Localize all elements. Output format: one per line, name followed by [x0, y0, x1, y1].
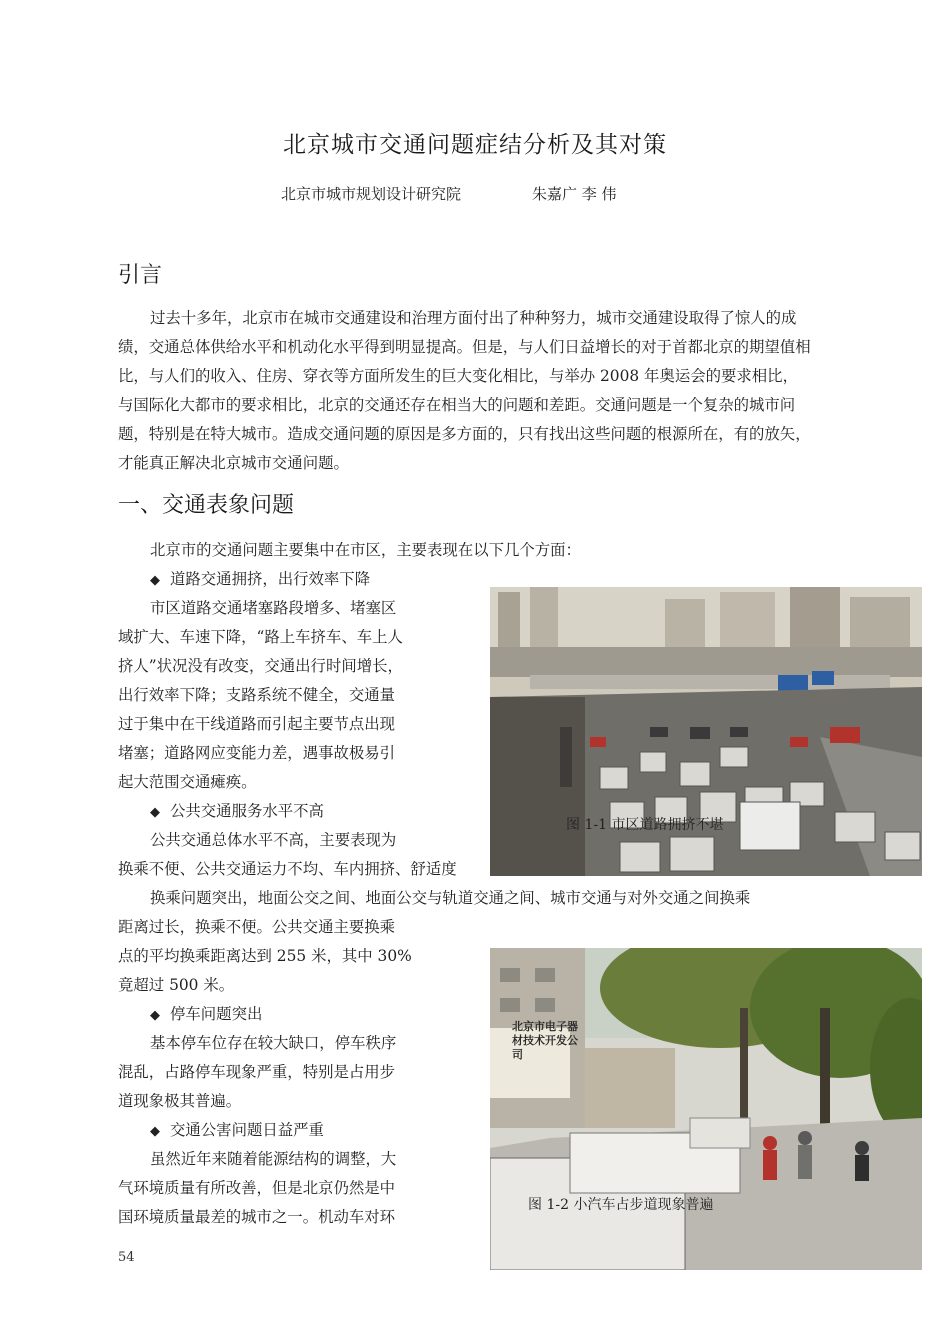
diamond-bullet-icon: ◆ — [150, 805, 160, 820]
section-one-lead: 北京市的交通问题主要集中在市区，主要表现在以下几个方面： — [150, 541, 581, 559]
bullet-title: 交通公害问题日益严重 — [170, 1121, 324, 1139]
diamond-bullet-icon: ◆ — [150, 1008, 160, 1023]
bullet-pollution — [150, 1116, 324, 1146]
heading-section-one: 一、交通表象问题 — [118, 493, 295, 518]
body-line: 过于集中在干线道路而引起主要节点出现 — [118, 715, 396, 733]
figure-1-1-caption: 图 1-1 市区道路拥挤不堪 — [566, 817, 724, 833]
body-line: 域扩大、车速下降，“路上车挤车、车上人 — [118, 628, 403, 646]
intro-paragraph: 过去十多年，北京市在城市交通建设和治理方面付出了种种努力，城市交通建设取得了惊人的成绩，交通总体供给水平和机动化水平得到明显提高。但是，与人们日益增长的对于首都北京的期望值相比，与人们的收入、住房、穿衣等方面所发生的巨大变化相比，与举办 2008 年奥运会的要求相比，与国际化大都市的要求相比，北京的交通还存在相当大的问题和差距。交通问题是一个复杂的城市问题，特别是在特大城市。造成交通问题的原因是多方面的，只有找出这些问题的根源所在，有的放矢，才能真正解决北京城市交通问题。 — [118, 309, 811, 472]
body-line: 混乱，占路停车现象严重，特别是占用步 — [118, 1063, 396, 1081]
bullet-title: 停车问题突出 — [170, 1005, 263, 1023]
body-line: 堵塞；道路网应变能力差，遇事故极易引 — [118, 744, 396, 762]
bullet-parking — [150, 1000, 262, 1030]
shop-sign: 北京市电子器材技术开发公司 — [512, 1020, 578, 1061]
paper-title: 北京城市交通问题症结分析及其对策 — [283, 132, 667, 158]
body-line: 市区道路交通堵塞路段增多、堵塞区 — [150, 599, 397, 617]
page-number: 54 — [118, 1250, 135, 1265]
bullet-title: 道路交通拥挤，出行效率下降 — [170, 570, 371, 588]
figure-1-2-caption: 图 1-2 小汽车占步道现象普遍 — [528, 1197, 714, 1213]
body-line: 点的平均换乘距离达到 255 米，其中 30% — [118, 947, 412, 965]
body-line: 挤人”状况没有改变，交通出行时间增长， — [118, 657, 403, 675]
figure-sidewalk-parking-photo — [490, 948, 922, 1270]
body-line: 换乘问题突出，地面公交之间、地面公交与轨道交通之间、城市交通与对外交通之间换乘 — [150, 889, 751, 907]
body-line: 国环境质量最差的城市之一。机动车对环 — [118, 1208, 396, 1226]
body-line: 公共交通总体水平不高，主要表现为 — [150, 831, 397, 849]
heading-intro: 引言 — [118, 263, 163, 288]
body-line: 虽然近年来随着能源结构的调整，大 — [150, 1150, 397, 1168]
diamond-bullet-icon: ◆ — [150, 1124, 160, 1139]
sidewalk-parking-illustration — [490, 948, 922, 1270]
body-line: 竟超过 500 米。 — [118, 976, 235, 994]
body-line: 基本停车位存在较大缺口，停车秩序 — [150, 1034, 397, 1052]
body-line: 出行效率下降；支路系统不健全，交通量 — [118, 686, 396, 704]
body-line: 距离过长，换乘不便。公共交通主要换乘 — [118, 918, 396, 936]
byline-institute: 北京市城市规划设计研究院 — [281, 185, 462, 203]
body-line: 换乘不便、公共交通运力不均、车内拥挤、舒适度 — [118, 860, 457, 878]
body-line: 起大范围交通瘫痪。 — [118, 773, 257, 791]
byline-authors: 朱嘉广 李 伟 — [532, 185, 617, 203]
body-line: 气环境质量有所改善，但是北京仍然是中 — [118, 1179, 396, 1197]
body-line: 道现象极其普遍。 — [118, 1092, 242, 1110]
diamond-bullet-icon: ◆ — [150, 573, 160, 588]
bullet-traffic-congestion — [150, 565, 370, 595]
bullet-public-transit — [150, 797, 324, 827]
bullet-title: 公共交通服务水平不高 — [170, 802, 324, 820]
